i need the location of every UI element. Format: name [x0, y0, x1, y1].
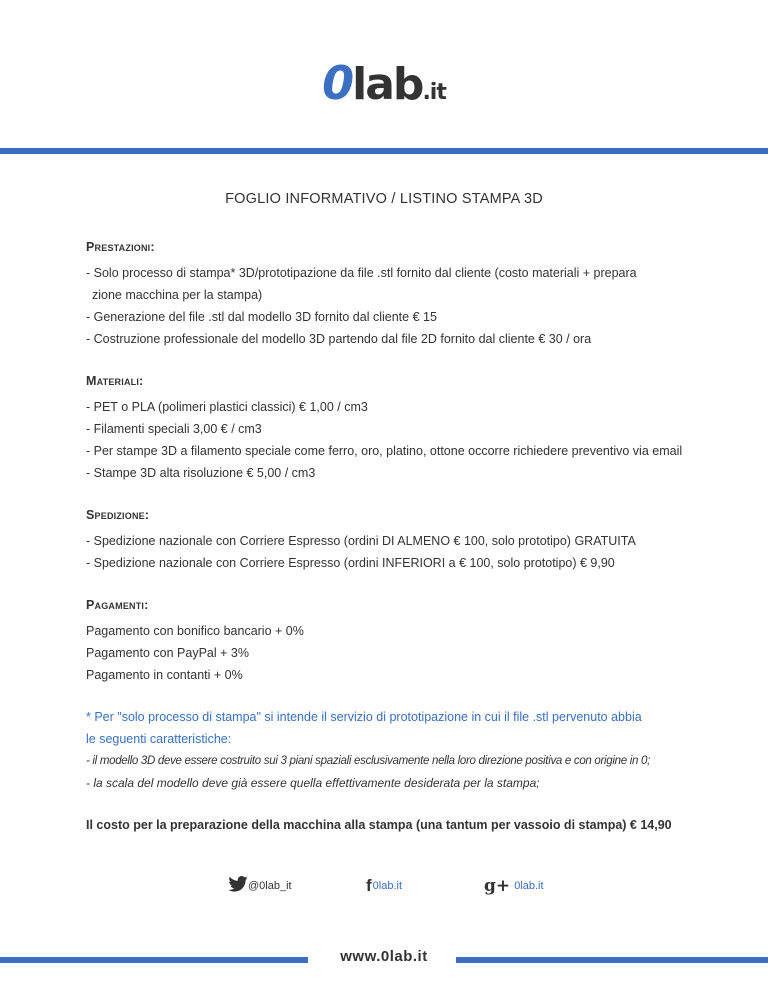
section-pagamenti — [86, 594, 706, 686]
logo — [0, 56, 768, 110]
section-heading: Pagamenti: — [86, 598, 149, 612]
list-item: - Spedizione nazionale con Corriere Espresso (ordini INFERIORI a € 100, solo prototipo) € 9,90 — [86, 556, 615, 570]
footer-url[interactable]: www.0lab.it — [340, 948, 428, 965]
list-item: Pagamento con bonifico bancario + 0% — [86, 624, 304, 638]
list-item: zione macchina per la stampa) — [92, 288, 263, 302]
list-item: - Generazione del file .stl dal modello 3D fornito dal cliente € 15 — [86, 310, 437, 324]
list-item: Pagamento con PayPal + 3% — [86, 646, 249, 660]
footnote — [86, 706, 706, 836]
facebook-handle: 0lab.it — [372, 880, 403, 892]
list-item: - Spedizione nazionale con Corriere Espresso (ordini DI ALMENO € 100, solo prototipo) GRATUITA — [86, 534, 636, 548]
social-googleplus[interactable] — [484, 876, 544, 896]
page-title: FOGLIO INFORMATIVO / LISTINO STAMPA 3D — [225, 191, 543, 207]
footnote-requirement: - la scala del modello deve già essere quella effettivamente desiderata per la stampa; — [86, 776, 540, 790]
list-item: Pagamento in contanti + 0% — [86, 668, 243, 682]
google-plus-icon: g+ — [484, 876, 511, 896]
list-item: - Stampe 3D alta risoluzione € 5,00 / cm3 — [86, 466, 316, 480]
social-facebook[interactable] — [366, 876, 402, 896]
list-item: - Costruzione professionale del modello 3D partendo dal file 2D fornito dal cliente € 30 / ora — [86, 332, 592, 346]
twitter-icon — [228, 876, 248, 892]
header-divider — [0, 148, 768, 154]
list-item: - Per stampe 3D a filamento speciale come ferro, oro, platino, ottone occorre richiedere preventivo via email — [86, 444, 683, 458]
list-item: - Solo processo di stampa* 3D/prototipazione da file .stl fornito dal cliente (costo materiali + prepara — [86, 266, 637, 280]
section-materiali — [86, 370, 706, 484]
section-heading: Spedizione: — [86, 508, 150, 522]
footnote-line: le seguenti caratteristiche: — [86, 732, 232, 746]
social-twitter[interactable] — [228, 876, 292, 892]
section-heading: Materiali: — [86, 374, 144, 388]
list-item: - Filamenti speciali 3,00 € / cm3 — [86, 422, 262, 436]
footer-divider-right — [456, 957, 768, 963]
twitter-handle: @0lab_it — [248, 880, 292, 892]
logo-tld: .it — [422, 80, 446, 105]
facebook-icon: f — [366, 876, 372, 895]
section-prestazioni — [86, 236, 706, 350]
section-spedizione — [86, 504, 706, 574]
section-heading: Prestazioni: — [86, 240, 155, 254]
setup-cost: Il costo per la preparazione della macchina alla stampa (una tantum per vassoio di stampa) € 14,90 — [86, 818, 672, 832]
document-body — [86, 236, 706, 856]
logo-zero: 0 — [322, 56, 353, 110]
list-item: - PET o PLA (polimeri plastici classici) € 1,00 / cm3 — [86, 400, 368, 414]
footnote-line: * Per "solo processo di stampa" si intende il servizio di prototipazione in cui il file .stl pervenuto abbia — [86, 710, 642, 724]
footnote-requirement: - il modello 3D deve essere costruito sui 3 piani spaziali esclusivamente nella loro direzione positiva e con origine in 0; — [86, 755, 650, 767]
logo-lab: lab — [352, 59, 423, 110]
googleplus-handle: 0lab.it — [514, 880, 544, 892]
